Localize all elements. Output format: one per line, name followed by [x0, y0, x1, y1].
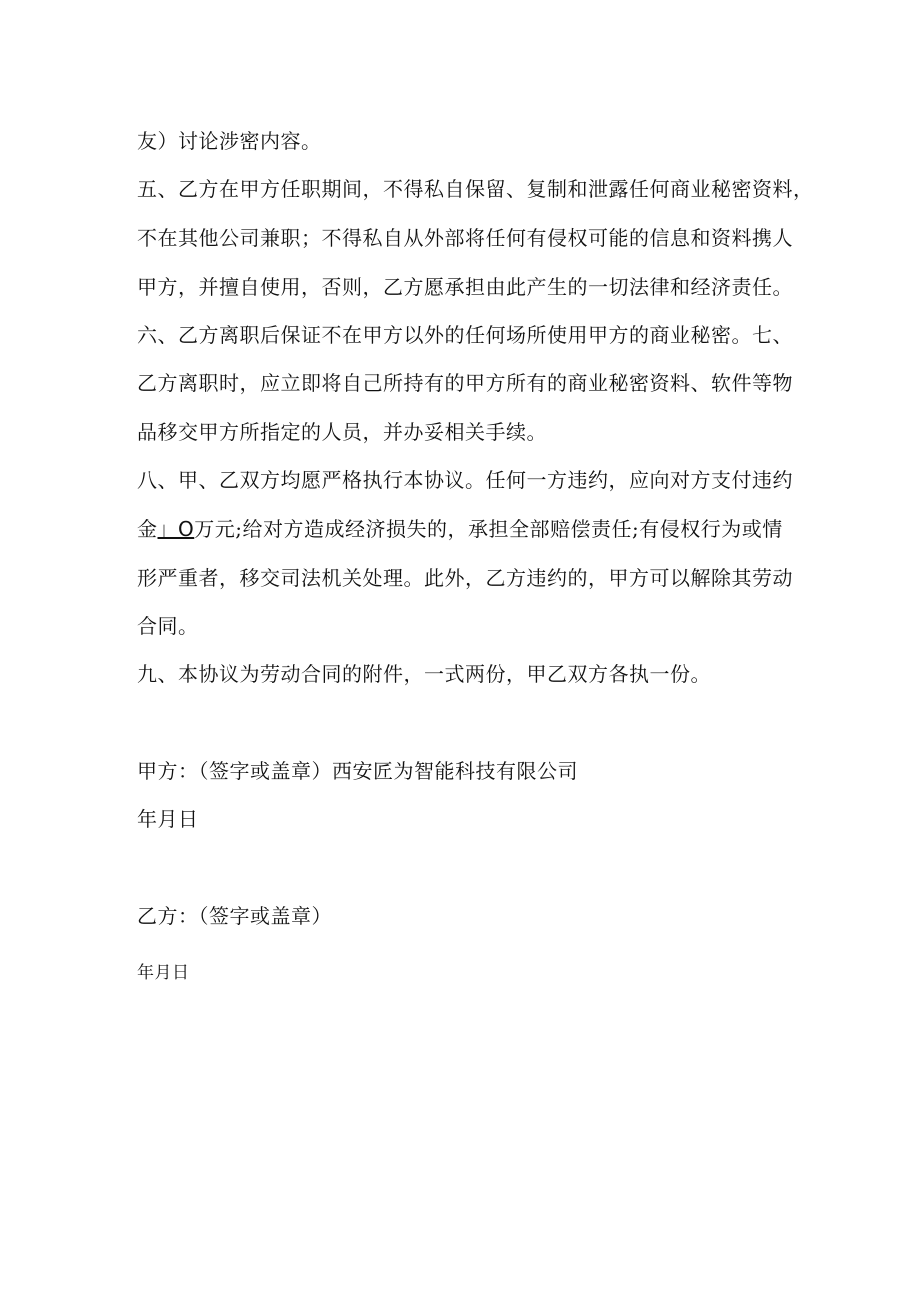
text-line: 品移交甲方所指定的人员，并办妥相关手续。	[137, 420, 547, 444]
text-line: 六、乙方离职后保证不在甲方以外的任何场所使用甲方的商业秘密。七、	[137, 323, 793, 347]
text-line: 不在其他公司兼职；不得私自从外部将任何有侵权可能的信息和资料携人	[137, 226, 793, 250]
penalty-prefix: 金	[137, 517, 158, 541]
party-b-signature: 乙方：（签字或盖章）	[137, 904, 332, 928]
text-line: 形严重者，移交司法机关处理。此外，乙方违约的，甲方可以解除其劳动	[137, 566, 793, 590]
text-line: 五、乙方在甲方任职期间，不得私自保留、复制和泄露任何商业秘密资料，	[137, 177, 814, 201]
text-line: 九、本协议为劳动合同的附件，一式两份，甲乙双方各执一份。	[137, 662, 711, 686]
text-line: 乙方离职时，应立即将自己所持有的甲方所有的商业秘密资料、软件等物	[137, 371, 793, 395]
party-a-date: 年月日	[137, 807, 199, 831]
text-line: 合同。	[137, 614, 199, 638]
text-line: 甲方，并擅自使用，否则，乙方愿承担由此产生的一切法律和经济责任。	[137, 275, 793, 299]
penalty-line	[137, 516, 783, 542]
text-line: 八、甲、乙双方均愿严格执行本协议。任何一方违约，应向对方支付违约	[137, 468, 793, 492]
party-b-date: 年月日	[137, 963, 190, 983]
text-line: 友）讨论涉密内容。	[137, 129, 322, 153]
party-a-signature: 甲方：（签字或盖章）西安匠为智能科技有限公司	[137, 759, 578, 783]
penalty-suffix: 万元;给对方造成经济损失的，承担全部赔偿责任;有侵权行为或情	[194, 517, 783, 541]
penalty-amount: 」O	[157, 517, 195, 541]
